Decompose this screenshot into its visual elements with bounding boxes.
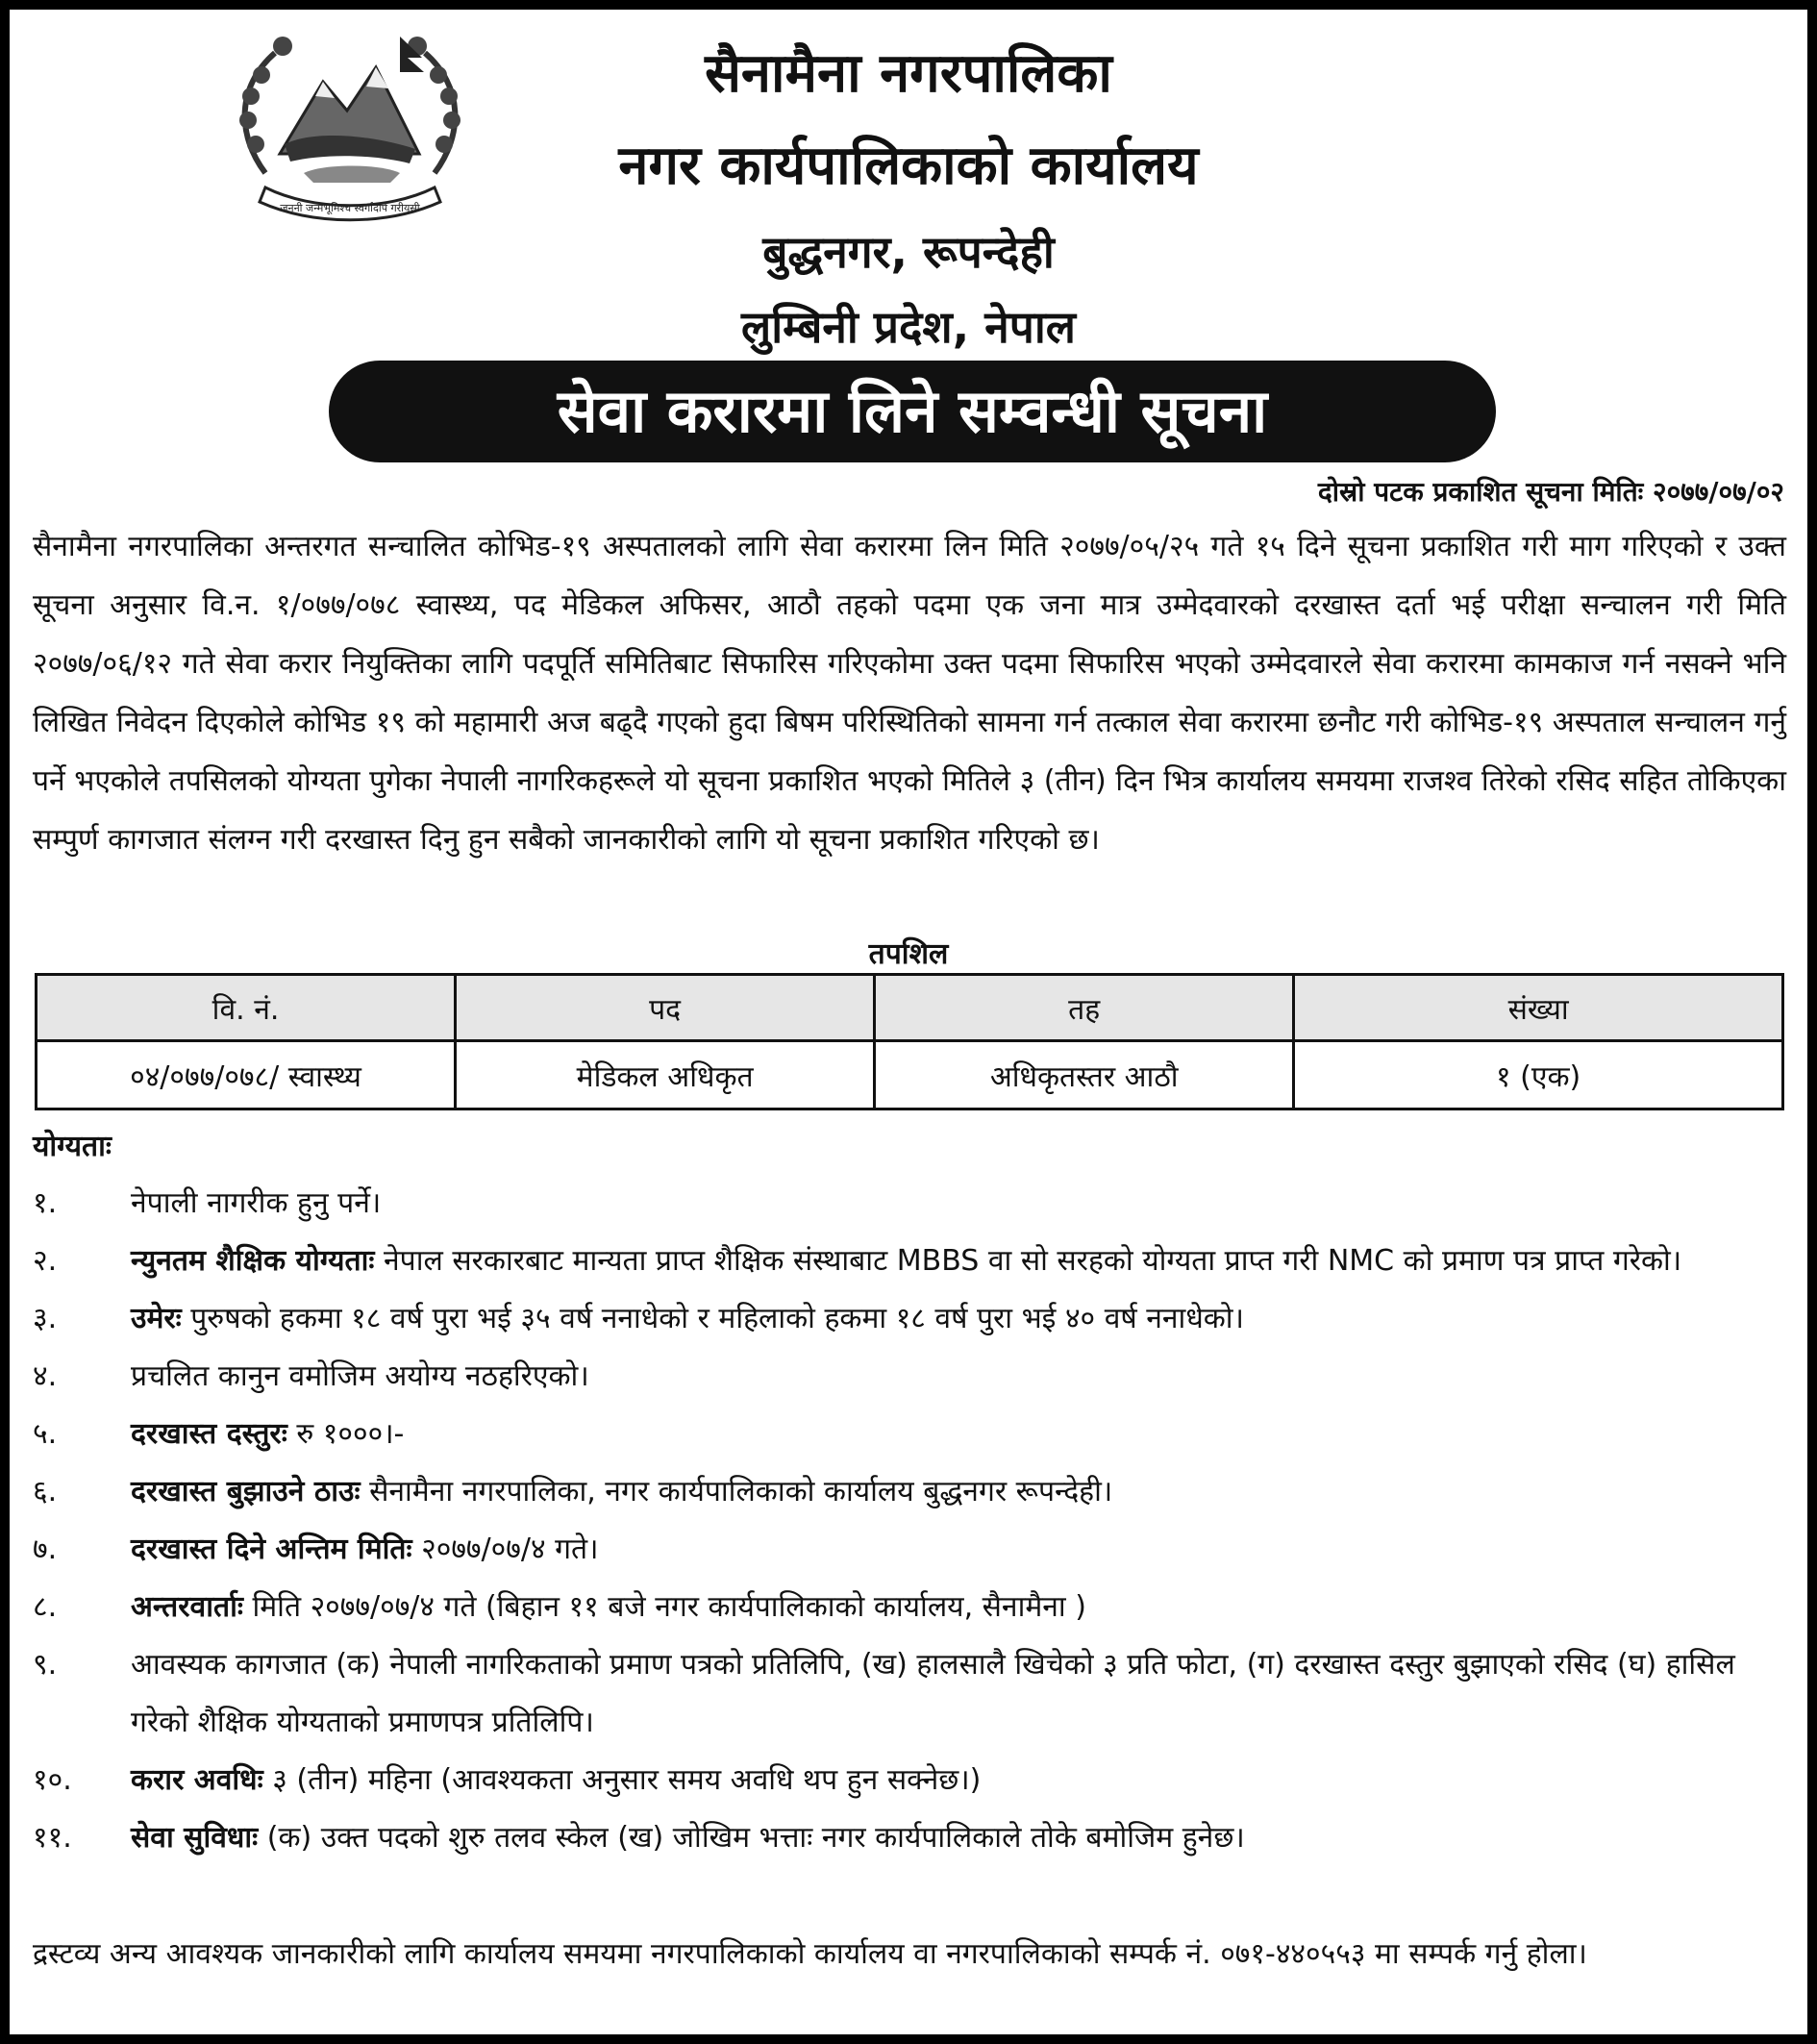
notice-body: सैनामैना नगरपालिका अन्तरगत सन्चालित कोभिड-१९ अस्पतालको लागि सेवा करारमा लिन मिति २०७७/०५/२५ गते १५ दिने सूचना प्रकाशित गरी माग गरिएको र उक्त सूचना अनुसार वि.न. १/०७७/०७८ स्वास्थ्य, पद मेडिकल अफिसर, आठौ तहको पदमा एक जना मात्र उम्मेदवारको दरखास्त दर्ता भई परीक्षा सन्चालन गरी मिति २०७७/०६/१२ गते सेवा करार नियुक्तिका लागि पदपूर्ति समितिबाट सिफारिस गरिएकोमा उक्त पदमा सिफारिस भएको उम्मेदवारले सेवा करारमा कामकाज गर्न नसक्ने भनि लिखित निवेदन दिएकोले कोभिड १९ को महामारी अज बढ्दै गएको हुदा बिषम परिस्थितिको सामना गर्न तत्काल सेवा करारमा छनौट गरी कोभिड-१९ अस्पताल सन्चालन गर्नु पर्ने भएकोले तपसिलको योग्यता पुगेका नेपाली नागरिकहरूले यो सूचना प्रकाशित भएको मितिले ३ (तीन) दिन भित्र कार्यालय समयमा राजश्व तिरेको रसिद सहित तोकिएका सम्पुर्ण कागजात संलग्न गरी दरखास्त दिनु हुन सबैको जानकारीको लागि यो सूचना प्रकाशित गरिएको छ। [33, 530, 1786, 857]
item-label: दरखास्त दस्तुरः [131, 1417, 287, 1451]
list-item [33, 1406, 1786, 1463]
item-text: (क) उक्त पदको शुरु तलव स्केल (ख) जोखिम भत्ताः नगर कार्यपालिकाले तोके बमोजिम हुनेछ। [266, 1821, 1245, 1855]
item-text: आवस्यक कागजात (क) नेपाली नागरिकताको प्रमाण पत्रको प्रतिलिपि, (ख) हालसालै खिचेको ३ प्रति फोटा, (ग) दरखास्त दस्तुर बुझाएको रसिद (घ) हासिल गरेको शैक्षिक योग्यताको प्रमाणपत्र प्रतिलिपि। [131, 1648, 1735, 1739]
col-header-count: संख्या [1294, 975, 1783, 1041]
list-item [33, 1579, 1786, 1636]
publication-date: दोस्रो पटक प्रकाशित सूचना मितिः २०७७/०७/०२ [1317, 476, 1784, 508]
list-item [33, 1521, 1786, 1579]
cell-post: मेडिकल अधिकृत [456, 1041, 875, 1109]
table-caption: तपशिल [868, 937, 949, 971]
item-number: १०. [33, 1763, 72, 1797]
item-number: १. [33, 1186, 58, 1220]
list-item [33, 1233, 1786, 1290]
item-number: ८. [33, 1590, 58, 1624]
table-header-row [37, 975, 1783, 1041]
item-label: दरखास्त बुझाउने ठाउः [131, 1475, 361, 1508]
list-item [33, 1463, 1786, 1521]
item-text: नेपाल सरकारबाट मान्यता प्राप्त शैक्षिक संस्थाबाट MBBS वा सो सरहको योग्यता प्राप्त गरी NMC को प्रमाण पत्र प्राप्त गरेको। [384, 1244, 1682, 1278]
item-label: सेवा सुविधाः [131, 1821, 259, 1855]
item-label: न्युनतम शैक्षिक योग्यताः [131, 1244, 375, 1278]
cell-count: १ (एक) [1294, 1041, 1783, 1109]
list-item [33, 1175, 1786, 1233]
vacancy-table [35, 973, 1784, 1110]
list-item [33, 1752, 1786, 1809]
list-item [33, 1636, 1786, 1752]
item-label: अन्तरवार्ताः [131, 1590, 243, 1624]
item-text: पुरुषको हकमा १८ वर्ष पुरा भई ३५ वर्ष ननाधेको र महिलाको हकमा १८ वर्ष पुरा भई ४० वर्ष ननाधेको। [190, 1302, 1244, 1335]
item-number: ५. [33, 1417, 58, 1451]
item-number: २. [33, 1244, 58, 1278]
item-number: ७. [33, 1533, 58, 1566]
item-number: ३. [33, 1302, 58, 1335]
municipality-name: सैनामैना नगरपालिका [705, 42, 1112, 105]
list-item [33, 1290, 1786, 1348]
col-header-serial: वि. नं. [37, 975, 456, 1041]
item-text: नेपाली नागरीक हुनु पर्ने। [131, 1186, 382, 1220]
item-number: ९. [33, 1648, 58, 1682]
item-label: उमेरः [131, 1302, 182, 1335]
notice-title-banner: सेवा करारमा लिने सम्वन्धी सूचना [329, 361, 1496, 462]
item-text: ३ (तीन) महिना (आवश्यकता अनुसार समय अवधि थप हुन सक्नेछ।) [272, 1763, 982, 1797]
item-text: २०७७/०७/४ गते। [421, 1533, 599, 1566]
svg-text:जननी जन्मभूमिश्च स्वर्गादपि गर: जननी जन्मभूमिश्च स्वर्गादपि गरीयसी [280, 202, 420, 214]
cell-level: अधिकृतस्तर आठौ [875, 1041, 1294, 1109]
item-text: सैनामैना नगरपालिका, नगर कार्यपालिकाको कार्यालय बुद्धनगर रूपन्देही। [369, 1475, 1113, 1508]
qualifications-list [33, 1175, 1786, 1867]
item-number: ६. [33, 1475, 58, 1508]
cell-serial: ०४/०७७/०७८/ स्वास्थ्य [37, 1041, 456, 1109]
item-number: ११. [33, 1821, 72, 1855]
item-text: प्रचलित कानुन वमोजिम अयोग्य नठहरिएको। [131, 1359, 589, 1393]
qualifications-title: योग्यताः [33, 1130, 112, 1163]
item-number: ४. [33, 1359, 58, 1393]
office-address: बुद्धनगर, रूपन्देही [762, 226, 1055, 278]
table-row [37, 1041, 1783, 1109]
item-text: मिति २०७७/०७/४ गते (बिहान ११ बजे नगर कार्यपालिकाको कार्यालय, सैनामैना ) [252, 1590, 1086, 1624]
footer-note: द्रस्टव्य अन्य आवश्यक जानकारीको लागि कार्यालय समयमा नगरपालिकाको कार्यालय वा नगरपालिकाको सम्पर्क नं. ०७१-४४०५५३ मा सम्पर्क गर्नु होला। [33, 1937, 1587, 1971]
item-label: करार अवधिः [131, 1763, 263, 1797]
office-name: नगर कार्यपालिकाको कार्यालय [618, 135, 1199, 197]
list-item [33, 1809, 1786, 1867]
list-item [33, 1348, 1786, 1406]
item-text: रु १०००।- [296, 1417, 405, 1451]
col-header-level: तह [875, 975, 1294, 1041]
item-label: दरखास्त दिने अन्तिम मितिः [131, 1533, 412, 1566]
province-country: लुम्बिनी प्रदेश, नेपाल [741, 301, 1076, 353]
notice-page [10, 10, 1807, 2034]
col-header-post: पद [456, 975, 875, 1041]
